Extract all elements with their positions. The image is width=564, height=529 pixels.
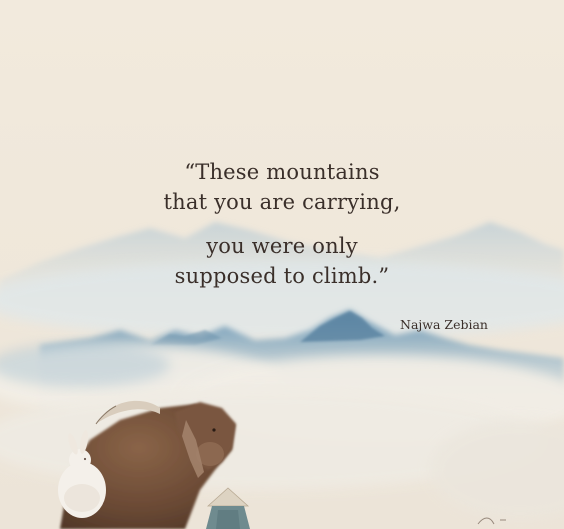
quote-author: Najwa Zebian	[400, 317, 488, 332]
quote-line-2: that you are carrying,	[163, 190, 401, 214]
quote-line-4: supposed to climb.”	[174, 264, 390, 288]
traveler-figure	[206, 488, 250, 529]
quote-line-3: you were only	[206, 234, 358, 258]
quote-line-1: “These mountains	[184, 160, 380, 184]
